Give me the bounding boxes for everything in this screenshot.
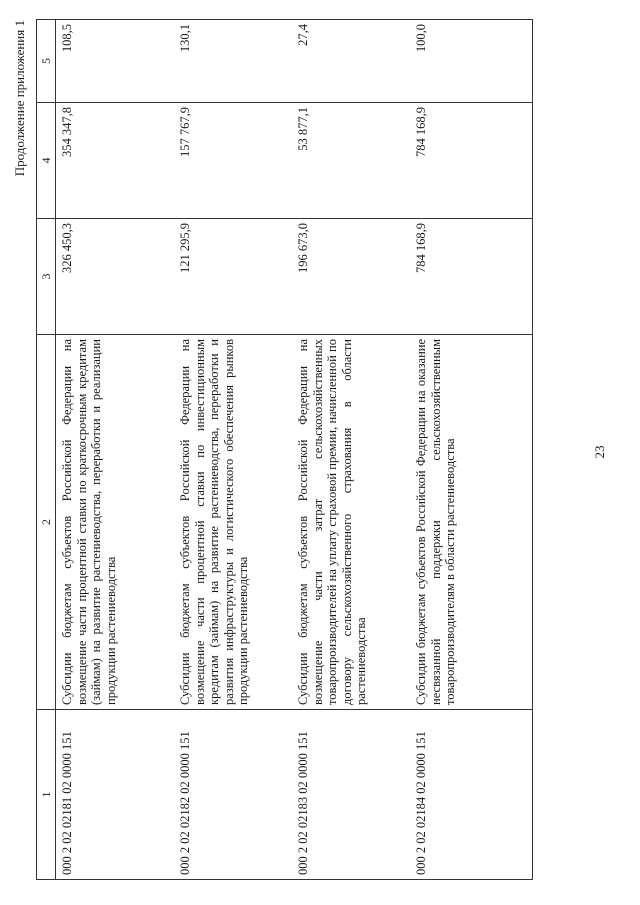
subsidy-description: Субсидии бюджетам субъектов Российской Федерации на возмещение части процентной ставки по краткосрочным кредитам (займам) на развитие растениеводства, переработки и реализации продукции растениеводства [56,335,175,710]
column-header-5: 5 [37,20,56,103]
subsidy-description: Субсидии бюджетам субъектов Российской Федерации на возмещение части процентной ставки по инвестиционным кредитам (займам) на развитие растениеводства, переработки и развития инфраструктуры и логистического обеспечения рынков продукции растениеводства [174,335,292,710]
budget-code: 000 2 02 02183 02 0000 151 [292,710,410,880]
rotated-sheet [12,20,577,880]
value-col5: 108,5 [56,20,175,103]
continuation-title: Продолжение приложения 1 [12,20,27,177]
subsidy-description: Субсидии бюджетам субъектов Российской Федерации на возмещение части затрат сельскохозяйственных товаропроизводителей на уплату страховой премии, начисленной по договору сельскохозяйственного страхования в области растениеводства [292,335,410,710]
value-col4: 354 347,8 [56,103,175,219]
column-header-3: 3 [37,219,56,335]
header-row [37,20,56,880]
table-row [292,20,410,880]
budget-code: 000 2 02 02182 02 0000 151 [174,710,292,880]
value-col3: 121 295,9 [174,219,292,335]
subsidy-description: Субсидии бюджетам субъектов Российской Федерации на оказание несвязанной поддержки сельскохозяйственным товаропроизводителям в области растениеводства [410,335,533,710]
column-header-4: 4 [37,103,56,219]
value-col5: 100,0 [410,20,533,103]
column-header-1: 1 [37,710,56,880]
appendix-table [36,19,533,880]
value-col4: 157 767,9 [174,103,292,219]
value-col3: 784 168,9 [410,219,533,335]
table-row [56,20,175,880]
value-col4: 784 168,9 [410,103,533,219]
page-number: 23 [592,445,607,459]
table-row [410,20,533,880]
table-row [174,20,292,880]
budget-code: 000 2 02 02184 02 0000 151 [410,710,533,880]
budget-code: 000 2 02 02181 02 0000 151 [56,710,175,880]
column-header-2: 2 [37,335,56,710]
value-col3: 326 450,3 [56,219,175,335]
value-col4: 53 877,1 [292,103,410,219]
value-col3: 196 673,0 [292,219,410,335]
value-col5: 27,4 [292,20,410,103]
value-col5: 130,1 [174,20,292,103]
